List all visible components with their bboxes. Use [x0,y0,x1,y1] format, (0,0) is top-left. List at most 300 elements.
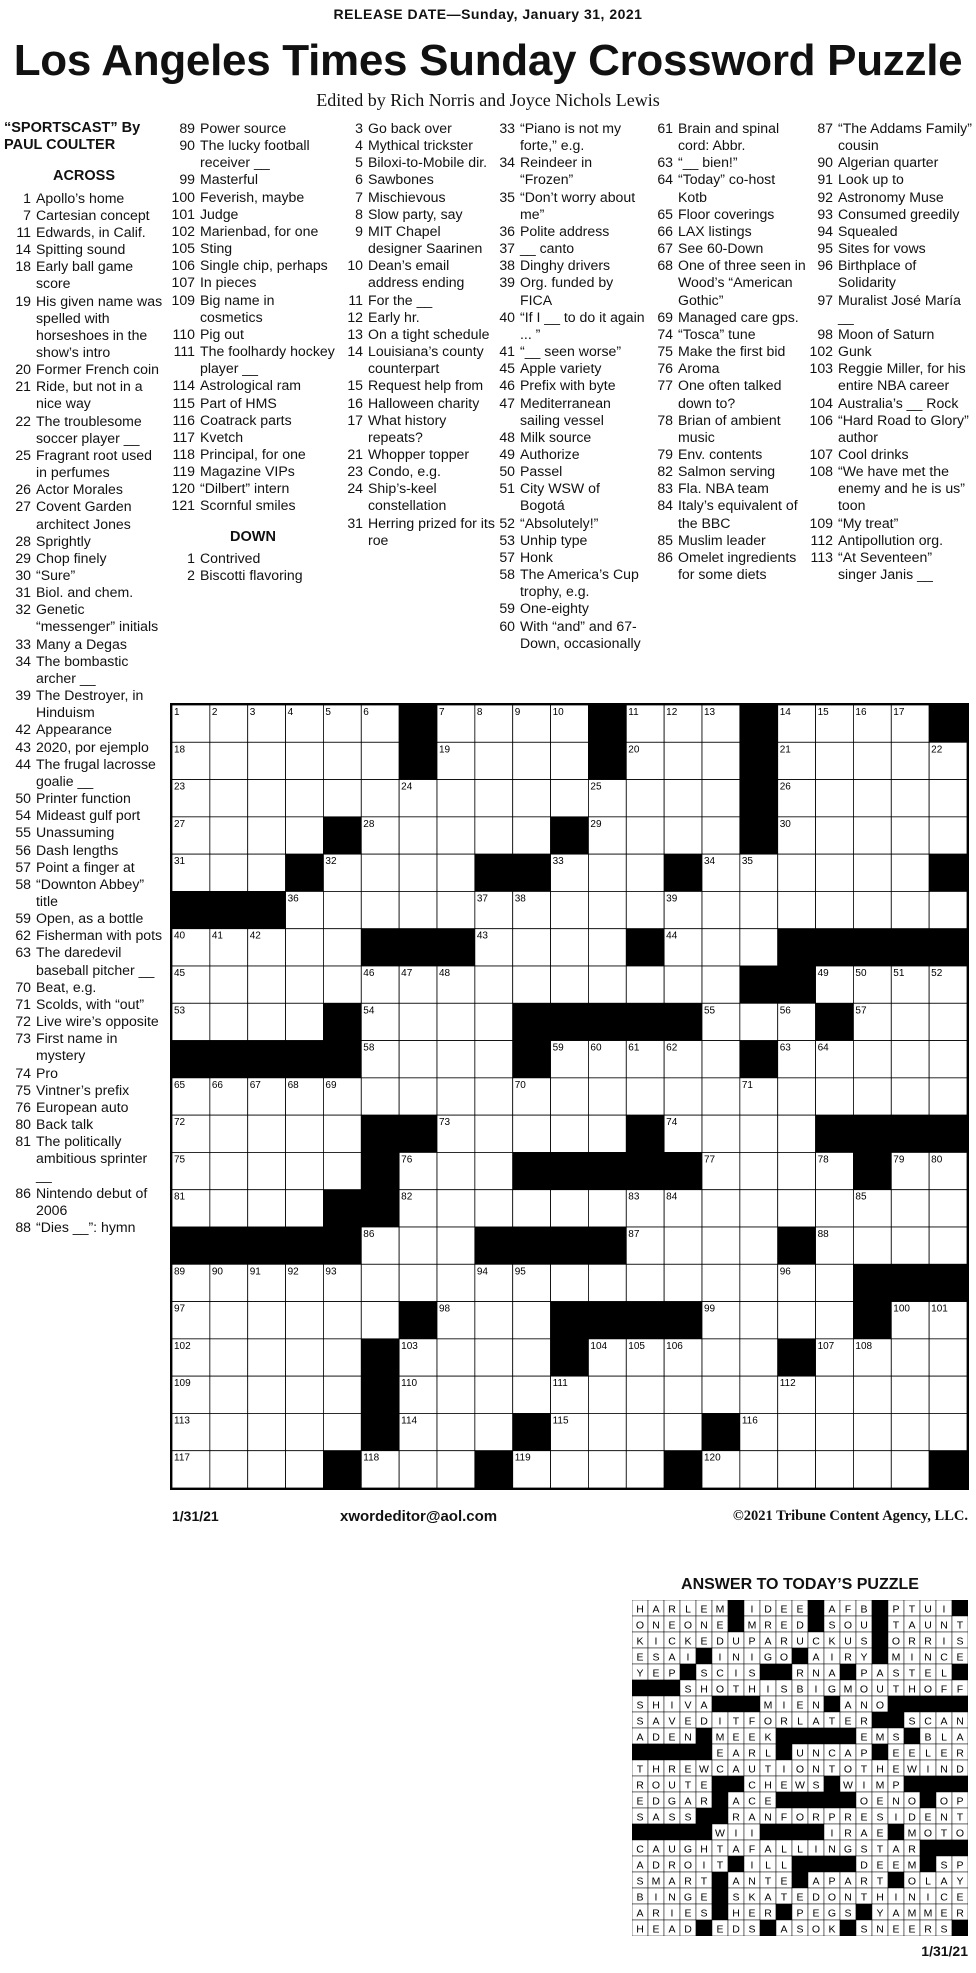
grid-cell[interactable] [323,1376,361,1413]
clue-item [806,223,972,240]
grid-cell[interactable] [853,1376,891,1413]
grid-cell[interactable] [853,1227,891,1264]
grid-cell[interactable] [248,1115,286,1152]
answer-letter: T [732,1683,740,1696]
grid-cell[interactable] [702,1376,740,1413]
grid-cell[interactable] [778,1152,816,1189]
grid-cell[interactable] [778,1413,816,1450]
grid-cell[interactable] [475,1003,513,1040]
grid-cell[interactable] [891,1190,929,1227]
grid-cell[interactable] [740,1190,778,1227]
grid-cell[interactable] [702,1041,740,1078]
grid-cell[interactable] [740,1451,778,1488]
grid-cell[interactable] [551,1190,589,1227]
clue-number: 11 [348,291,363,308]
grid-cell[interactable] [702,742,740,779]
grid-cell[interactable] [891,1078,929,1115]
grid-cell[interactable] [702,817,740,854]
grid-cell[interactable] [551,1078,589,1115]
clue-text: “Hard Road to Glory” author [838,411,969,445]
grid-cell[interactable] [437,1264,475,1301]
grid-cell[interactable] [437,1003,475,1040]
grid-cell[interactable] [588,1115,626,1152]
grid-cell[interactable] [702,1227,740,1264]
grid-cell[interactable] [702,1115,740,1152]
grid-cell[interactable] [286,1339,324,1376]
answer-block [952,1696,968,1712]
cell-number: 10 [552,707,564,718]
grid-cell[interactable] [740,1264,778,1301]
grid-cell[interactable] [929,1376,967,1413]
clue-text: Astronomy Muse [838,188,944,205]
answer-letter: I [670,1907,674,1920]
grid-cell[interactable] [475,1376,513,1413]
grid-cell[interactable] [816,854,854,891]
grid-cell[interactable] [286,1003,324,1040]
grid-cell[interactable] [626,1413,664,1450]
grid-cell[interactable] [626,1078,664,1115]
grid-cell[interactable] [853,1451,891,1488]
grid-cell[interactable] [399,891,437,928]
answer-letter: I [750,1859,754,1872]
grid-cell[interactable] [286,817,324,854]
grid-cell[interactable] [437,817,475,854]
grid-cell[interactable] [210,1190,248,1227]
grid-cell[interactable] [702,1264,740,1301]
grid-cell[interactable] [816,742,854,779]
grid-cell[interactable] [740,1376,778,1413]
grid-cell[interactable] [664,817,702,854]
cell-number: 113 [174,1415,190,1427]
cell-number: 97 [174,1303,186,1315]
grid-cell[interactable] [475,1078,513,1115]
grid-cell[interactable] [399,817,437,854]
grid-cell[interactable] [248,1339,286,1376]
grid-cell[interactable] [929,1003,967,1040]
grid-cell[interactable] [853,780,891,817]
answer-letter: G [843,1843,853,1856]
grid-cell[interactable] [929,817,967,854]
grid-cell[interactable] [551,891,589,928]
answer-block [792,1792,808,1808]
answer-letter: E [684,1715,692,1728]
grid-cell[interactable] [702,780,740,817]
grid-cell[interactable] [929,1041,967,1078]
grid-cell[interactable] [437,891,475,928]
grid-cell[interactable] [853,742,891,779]
grid-cell[interactable] [323,742,361,779]
crossword-grid[interactable] [170,703,969,1490]
grid-cell[interactable] [588,1451,626,1488]
grid-cell[interactable] [778,1078,816,1115]
grid-cell[interactable] [475,1152,513,1189]
grid-cell[interactable] [664,1413,702,1450]
grid-cell[interactable] [588,1376,626,1413]
grid-cell[interactable] [323,1339,361,1376]
grid-cell[interactable] [399,1078,437,1115]
answer-letter: C [636,1843,644,1856]
clue-item [4,756,164,790]
grid-cell[interactable] [437,854,475,891]
grid-cell[interactable] [626,817,664,854]
grid-cell[interactable] [702,891,740,928]
grid-cell[interactable] [399,854,437,891]
grid-block [323,1003,361,1040]
grid-cell[interactable] [248,1190,286,1227]
grid-cell[interactable] [210,1339,248,1376]
grid-cell[interactable] [816,817,854,854]
grid-cell[interactable] [248,1302,286,1339]
grid-cell[interactable] [702,1190,740,1227]
grid-cell[interactable] [702,1078,740,1115]
grid-cell[interactable] [248,966,286,1003]
grid-cell[interactable] [891,780,929,817]
grid-cell[interactable] [399,1041,437,1078]
grid-cell[interactable] [778,1302,816,1339]
grid-cell[interactable] [286,742,324,779]
grid-cell[interactable] [513,742,551,779]
clue-text: Apollo’s home [36,189,125,206]
grid-cell[interactable] [551,1451,589,1488]
grid-cell[interactable] [816,1302,854,1339]
grid-cell[interactable] [778,1115,816,1152]
grid-cell[interactable] [248,780,286,817]
answer-letter: D [908,1811,916,1824]
grid-cell[interactable] [664,966,702,1003]
grid-cell[interactable] [437,1339,475,1376]
grid-cell[interactable] [248,1376,286,1413]
grid-cell[interactable] [513,1115,551,1152]
grid-cell[interactable] [475,1041,513,1078]
clue-text: For the __ [368,291,433,308]
grid-cell[interactable] [323,1413,361,1450]
grid-cell[interactable] [210,1376,248,1413]
grid-cell[interactable] [475,1339,513,1376]
grid-cell[interactable] [853,1041,891,1078]
grid-cell[interactable] [248,854,286,891]
grid-cell[interactable] [740,929,778,966]
grid-cell[interactable] [588,891,626,928]
grid-cell[interactable] [929,1227,967,1264]
grid-cell[interactable] [361,1302,399,1339]
answer-block [680,1744,696,1760]
grid-cell[interactable] [210,1413,248,1450]
grid-cell[interactable] [551,742,589,779]
grid-cell[interactable] [778,1451,816,1488]
grid-cell[interactable] [513,817,551,854]
grid-cell[interactable] [286,966,324,1003]
clue-item [4,378,164,412]
grid-cell[interactable] [399,1451,437,1488]
grid-cell[interactable] [588,854,626,891]
grid-block [361,929,399,966]
clue-item [488,446,648,463]
grid-cell[interactable] [891,1413,929,1450]
answer-letter: R [668,1859,676,1872]
grid-cell[interactable] [286,1413,324,1450]
grid-cell[interactable] [664,1078,702,1115]
grid-cell[interactable] [891,1451,929,1488]
grid-cell[interactable] [702,966,740,1003]
grid-cell[interactable] [929,1339,967,1376]
grid-cell[interactable] [740,1152,778,1189]
grid-cell[interactable] [437,780,475,817]
answer-letter: U [876,1683,884,1696]
grid-cell[interactable] [248,1003,286,1040]
answer-letter: H [652,1699,660,1712]
grid-cell[interactable] [588,929,626,966]
grid-cell[interactable] [891,891,929,928]
grid-cell[interactable] [626,1451,664,1488]
grid-cell[interactable] [891,1227,929,1264]
grid-cell[interactable] [702,1339,740,1376]
clue-number: 96 [817,257,833,274]
grid-cell[interactable] [513,929,551,966]
grid-cell[interactable] [475,1115,513,1152]
grid-cell[interactable] [816,1451,854,1488]
grid-cell[interactable] [664,1376,702,1413]
grid-cell[interactable] [437,1078,475,1115]
grid-cell[interactable] [437,1190,475,1227]
grid-cell[interactable] [778,854,816,891]
grid-cell[interactable] [286,780,324,817]
grid-cell[interactable] [323,929,361,966]
answer-letter: N [908,1891,916,1904]
grid-cell[interactable] [399,1227,437,1264]
grid-cell[interactable] [702,929,740,966]
grid-cell[interactable] [816,780,854,817]
grid-cell[interactable] [475,817,513,854]
grid-cell[interactable] [588,1190,626,1227]
answer-letter: E [780,1619,788,1632]
answer-letter: L [765,1859,771,1872]
cell-number: 31 [174,856,186,868]
grid-cell[interactable] [740,1115,778,1152]
grid-cell[interactable] [551,1264,589,1301]
grid-cell[interactable] [740,1227,778,1264]
answer-letter: R [924,1635,932,1648]
footer-email[interactable]: xwordeditor@aol.com [340,1508,498,1525]
grid-cell[interactable] [853,817,891,854]
clue-number: 64 [657,171,673,188]
grid-cell[interactable] [323,966,361,1003]
grid-cell[interactable] [626,1264,664,1301]
clue-text: The daredevil baseball pitcher __ [36,944,155,978]
answer-letter: P [956,1859,964,1872]
clue-text: Contrived [200,549,261,566]
grid-cell[interactable] [399,1003,437,1040]
grid-cell[interactable] [551,1115,589,1152]
grid-cell[interactable] [513,1339,551,1376]
grid-cell[interactable] [778,1190,816,1227]
clue-number: 59 [499,600,515,617]
grid-cell[interactable] [853,854,891,891]
clue-item [336,463,496,480]
answer-letter: N [924,1651,932,1664]
grid-cell[interactable] [664,780,702,817]
grid-cell[interactable] [626,1376,664,1413]
grid-cell[interactable] [588,1264,626,1301]
grid-cell[interactable] [664,1264,702,1301]
answer-block [648,1744,664,1760]
grid-cell[interactable] [929,780,967,817]
grid-cell[interactable] [740,891,778,928]
grid-cell[interactable] [626,891,664,928]
grid-cell[interactable] [626,854,664,891]
grid-cell[interactable] [286,1451,324,1488]
grid-cell[interactable] [437,1152,475,1189]
grid-cell[interactable] [853,891,891,928]
grid-cell[interactable] [816,1413,854,1450]
grid-cell[interactable] [740,1339,778,1376]
grid-cell[interactable] [551,966,589,1003]
grid-cell[interactable] [323,891,361,928]
grid-cell[interactable] [361,1264,399,1301]
grid-cell[interactable] [437,1413,475,1450]
grid-cell[interactable] [248,817,286,854]
grid-cell[interactable] [588,1413,626,1450]
grid-cell[interactable] [853,1078,891,1115]
grid-cell[interactable] [286,929,324,966]
grid-cell[interactable] [475,742,513,779]
answer-letter: S [892,1667,900,1680]
answer-block [888,1696,904,1712]
answer-letter: D [956,1763,964,1776]
grid-cell[interactable] [664,1227,702,1264]
grid-cell[interactable] [210,817,248,854]
grid-cell[interactable] [816,1376,854,1413]
grid-cell[interactable] [248,1451,286,1488]
grid-cell[interactable] [513,780,551,817]
grid-cell[interactable] [361,742,399,779]
grid-cell[interactable] [437,1451,475,1488]
grid-cell[interactable] [210,1003,248,1040]
grid-cell[interactable] [891,1339,929,1376]
grid-cell[interactable] [588,1078,626,1115]
cell-number: 43 [476,930,488,942]
grid-cell[interactable] [929,891,967,928]
grid-cell[interactable] [361,780,399,817]
grid-cell[interactable] [323,780,361,817]
grid-cell[interactable] [475,1302,513,1339]
grid-cell[interactable] [929,1078,967,1115]
grid-cell[interactable] [361,891,399,928]
answer-letter: I [894,1891,898,1904]
grid-cell[interactable] [513,1302,551,1339]
grid-cell[interactable] [891,1376,929,1413]
grid-cell[interactable] [588,966,626,1003]
grid-cell[interactable] [891,817,929,854]
grid-cell[interactable] [891,854,929,891]
grid-cell[interactable] [626,780,664,817]
grid-cell[interactable] [475,966,513,1003]
grid-cell[interactable] [891,1041,929,1078]
grid-cell[interactable] [210,1451,248,1488]
clue-item [4,1219,164,1236]
clue-number: 73 [15,1030,31,1047]
grid-cell[interactable] [323,1115,361,1152]
clue-text: Dean’s email address ending [368,257,465,291]
grid-cell[interactable] [740,1302,778,1339]
clue-text: Masterful [200,171,258,188]
cell-number: 58 [363,1042,375,1054]
grid-block [664,854,702,891]
grid-cell[interactable] [210,854,248,891]
grid-cell[interactable] [437,1376,475,1413]
answer-block [664,1680,680,1696]
grid-cell[interactable] [437,1227,475,1264]
grid-cell[interactable] [929,1413,967,1450]
grid-cell[interactable] [286,1302,324,1339]
grid-cell[interactable] [210,1115,248,1152]
answer-letter: S [860,1923,868,1936]
grid-cell[interactable] [361,854,399,891]
clue-item [806,292,972,326]
answer-letter: M [843,1683,853,1696]
grid-cell[interactable] [626,966,664,1003]
clue-item [4,1099,164,1116]
grid-cell[interactable] [513,1190,551,1227]
grid-cell[interactable] [286,1376,324,1413]
grid-cell[interactable] [210,1302,248,1339]
grid-cell[interactable] [210,966,248,1003]
answer-block [728,1600,744,1616]
grid-cell[interactable] [778,891,816,928]
clue-number: 91 [817,171,833,188]
grid-cell[interactable] [248,1413,286,1450]
grid-cell[interactable] [286,1115,324,1152]
grid-cell[interactable] [816,891,854,928]
grid-cell[interactable] [210,742,248,779]
grid-cell[interactable] [323,1152,361,1189]
grid-cell[interactable] [816,1264,854,1301]
grid-cell[interactable] [210,1152,248,1189]
grid-cell[interactable] [513,1376,551,1413]
clue-text: Power source [200,120,287,136]
answer-letter: O [811,1923,821,1936]
grid-cell[interactable] [399,1264,437,1301]
grid-cell[interactable] [664,742,702,779]
grid-cell[interactable] [513,966,551,1003]
answer-letter: G [763,1651,773,1664]
grid-cell[interactable] [475,1190,513,1227]
grid-cell[interactable] [929,1190,967,1227]
grid-cell[interactable] [475,1413,513,1450]
grid-cell[interactable] [248,1152,286,1189]
grid-cell[interactable] [891,742,929,779]
grid-cell[interactable] [853,1413,891,1450]
grid-cell[interactable] [551,929,589,966]
grid-cell[interactable] [551,780,589,817]
grid-cell[interactable] [286,1152,324,1189]
grid-cell[interactable] [210,780,248,817]
grid-cell[interactable] [248,742,286,779]
grid-cell[interactable] [740,1003,778,1040]
grid-cell[interactable] [891,1003,929,1040]
grid-cell[interactable] [361,1078,399,1115]
answer-letter: A [812,1651,820,1664]
answer-letter: O [635,1619,645,1632]
grid-cell[interactable] [475,780,513,817]
grid-cell[interactable] [323,1302,361,1339]
grid-cell[interactable] [286,1190,324,1227]
grid-cell[interactable] [816,1078,854,1115]
grid-cell[interactable] [437,1041,475,1078]
answer-letter: I [670,1699,674,1712]
grid-cell[interactable] [816,1190,854,1227]
answer-letter: C [748,1795,756,1808]
answer-block [680,1664,696,1680]
